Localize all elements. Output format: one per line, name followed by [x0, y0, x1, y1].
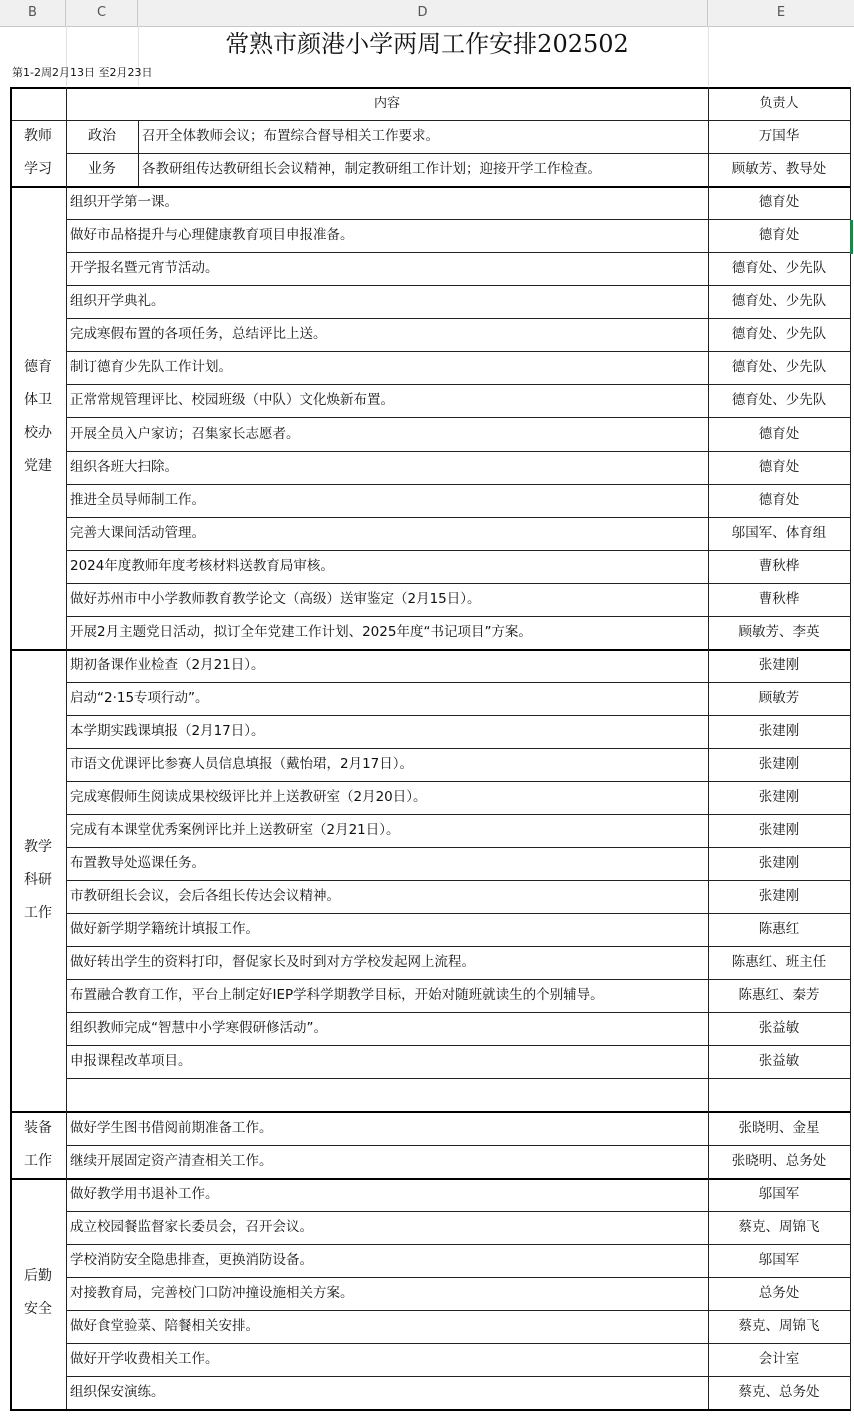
- content-cell[interactable]: 组织开学典礼。: [70, 293, 165, 309]
- column-header-d[interactable]: D: [138, 0, 708, 26]
- category-label[interactable]: 德育: [24, 359, 52, 375]
- row-border: [10, 87, 851, 89]
- owner-cell[interactable]: 张建刚: [758, 855, 800, 871]
- owner-cell[interactable]: 张晓明、总务处: [731, 1153, 827, 1169]
- owner-cell[interactable]: 陈惠红、班主任: [731, 954, 827, 970]
- content-cell[interactable]: 完成有本课堂优秀案例评比并上送教研室（2月21日）。: [70, 822, 400, 838]
- content-cell[interactable]: 做好学生图书借阅前期准备工作。: [70, 1120, 273, 1136]
- column-border: [708, 649, 709, 1111]
- column-border: [708, 186, 709, 649]
- content-cell[interactable]: 正常常规管理评比、校园班级（中队）文化焕新布置。: [70, 392, 394, 408]
- owner-cell[interactable]: 邬国军: [758, 1252, 800, 1268]
- owner-cell[interactable]: 张晓明、金星: [738, 1120, 820, 1136]
- column-header-b[interactable]: B: [0, 0, 66, 26]
- category-label[interactable]: 工作: [24, 1153, 52, 1169]
- column-border: [850, 87, 851, 1410]
- column-border: [66, 1111, 67, 1178]
- owner-cell[interactable]: 德育处: [758, 492, 800, 508]
- content-cell[interactable]: 继续开展固定资产清查相关工作。: [70, 1153, 273, 1169]
- content-cell[interactable]: 完成寒假师生阅读成果校级评比并上送教研室（2月20日）。: [70, 789, 427, 805]
- content-cell[interactable]: 开展2月主题党日活动，拟订全年党建工作计划、2025年度“书记项目”方案。: [70, 624, 532, 640]
- owner-cell[interactable]: 邬国军、体育组: [731, 525, 827, 541]
- column-border: [708, 1178, 709, 1409]
- category-label[interactable]: 体卫: [24, 392, 52, 408]
- owner-cell[interactable]: 陈惠红: [758, 921, 800, 937]
- content-cell[interactable]: 制订德育少先队工作计划。: [70, 359, 232, 375]
- header-owner[interactable]: 负责人: [759, 96, 799, 111]
- content-cell[interactable]: 市语文优课评比参赛人员信息填报（戴怡珺，2月17日）。: [70, 756, 414, 772]
- content-cell[interactable]: 对接教育局，完善校门口防冲撞设施相关方案。: [70, 1285, 354, 1301]
- content-cell[interactable]: 推进全员导师制工作。: [70, 492, 205, 508]
- content-cell[interactable]: 组织开学第一课。: [70, 194, 178, 210]
- category-label[interactable]: 工作: [24, 905, 52, 921]
- owner-cell[interactable]: 德育处、少先队: [731, 392, 827, 408]
- owner-cell[interactable]: 张建刚: [758, 723, 800, 739]
- content-cell[interactable]: 开展全员入户家访；召集家长志愿者。: [70, 426, 300, 442]
- owner-cell[interactable]: 张建刚: [758, 657, 800, 673]
- owner-cell[interactable]: 张建刚: [758, 756, 800, 772]
- owner-cell[interactable]: 曹秋桦: [758, 591, 800, 607]
- column-header-c[interactable]: C: [66, 0, 138, 26]
- cell-selection-marker: [850, 220, 853, 254]
- owner-cell[interactable]: 蔡克、周锦飞: [738, 1318, 820, 1334]
- owner-cell[interactable]: 德育处、少先队: [731, 293, 827, 309]
- owner-cell[interactable]: 德育处: [758, 227, 800, 243]
- owner-cell[interactable]: 顾敏芳、李英: [738, 624, 820, 640]
- owner-cell[interactable]: 曹秋桦: [758, 558, 800, 574]
- content-cell[interactable]: 做好教学用书退补工作。: [70, 1186, 219, 1202]
- content-cell[interactable]: 完成寒假布置的各项任务，总结评比上送。: [70, 326, 327, 342]
- owner-cell[interactable]: 顾敏芳、教导处: [731, 161, 827, 177]
- content-cell[interactable]: 完善大课间活动管理。: [70, 525, 205, 541]
- content-cell[interactable]: 学校消防安全隐患排查，更换消防设备。: [70, 1252, 313, 1268]
- content-cell[interactable]: 做好市品格提升与心理健康教育项目申报准备。: [70, 227, 354, 243]
- sub-category-cell[interactable]: 政治: [88, 128, 116, 144]
- category-label[interactable]: 教师: [24, 128, 52, 144]
- owner-cell[interactable]: 德育处、少先队: [731, 260, 827, 276]
- owner-cell[interactable]: 会计室: [758, 1351, 800, 1367]
- sheet-title[interactable]: 常熟市颜港小学两周工作安排202502: [225, 30, 629, 58]
- owner-cell[interactable]: 蔡克、周锦飞: [738, 1219, 820, 1235]
- owner-cell[interactable]: 万国华: [758, 128, 800, 144]
- column-border: [708, 87, 709, 120]
- content-cell[interactable]: 做好食堂验菜、陪餐相关安排。: [70, 1318, 259, 1334]
- content-cell[interactable]: 做好转出学生的资料打印，督促家长及时到对方学校发起网上流程。: [70, 954, 475, 970]
- category-label[interactable]: 科研: [24, 872, 52, 888]
- sub-category-cell[interactable]: 业务: [88, 161, 116, 177]
- owner-cell[interactable]: 张建刚: [758, 822, 800, 838]
- category-label[interactable]: 安全: [24, 1301, 52, 1317]
- content-cell[interactable]: 各教研组传达教研组长会议精神，制定教研组工作计划；迎接开学工作检查。: [142, 161, 601, 177]
- column-border: [66, 186, 67, 649]
- column-border: [708, 120, 709, 186]
- content-cell[interactable]: 召开全体教师会议；布置综合督导相关工作要求。: [142, 128, 439, 144]
- category-label[interactable]: 后勤: [24, 1268, 52, 1284]
- week-period[interactable]: 第1-2周2月13日 至2月23日: [12, 66, 153, 79]
- column-border: [66, 87, 67, 120]
- column-border: [10, 87, 12, 1410]
- content-cell[interactable]: 申报课程改革项目。: [70, 1053, 192, 1069]
- content-cell[interactable]: 本学期实践课填报（2月17日）。: [70, 723, 265, 739]
- column-border: [138, 120, 139, 153]
- owner-cell[interactable]: 张益敏: [758, 1053, 800, 1069]
- owner-cell[interactable]: 德育处、少先队: [731, 359, 827, 375]
- category-label[interactable]: 党建: [24, 458, 52, 474]
- content-cell[interactable]: 组织教师完成“智慧中小学寒假研修活动”。: [70, 1020, 327, 1036]
- content-cell[interactable]: 组织各班大扫除。: [70, 459, 178, 475]
- content-cell[interactable]: 布置融合教育工作，平台上制定好IEP学科学期教学目标，开始对随班就读生的个别辅导。: [70, 987, 604, 1003]
- category-label[interactable]: 教学: [24, 839, 52, 855]
- column-border: [66, 649, 67, 1111]
- category-label[interactable]: 校办: [24, 425, 52, 441]
- content-cell[interactable]: 市教研组长会议，会后各组长传达会议精神。: [70, 888, 340, 904]
- content-cell[interactable]: 做好苏州市中小学教师教育教学论文（高级）送审鉴定（2月15日）。: [70, 591, 481, 607]
- column-header-bar: [0, 0, 854, 27]
- row-border: [10, 1409, 851, 1411]
- category-label[interactable]: 学习: [24, 161, 52, 177]
- column-header-e[interactable]: E: [776, 5, 786, 20]
- column-border: [138, 153, 139, 186]
- content-cell[interactable]: 做好开学收费相关工作。: [70, 1351, 219, 1367]
- owner-cell[interactable]: [708, 1078, 850, 1111]
- content-cell[interactable]: 做好新学期学籍统计填报工作。: [70, 921, 259, 937]
- owner-cell[interactable]: 张建刚: [758, 789, 800, 805]
- content-cell[interactable]: 布置教导处巡课任务。: [70, 855, 205, 871]
- owner-cell[interactable]: 张建刚: [758, 888, 800, 904]
- content-cell[interactable]: 组织保安演练。: [70, 1384, 165, 1400]
- category-label[interactable]: 装备: [24, 1120, 52, 1136]
- content-cell[interactable]: 启动“2·15专项行动”。: [70, 690, 209, 706]
- content-cell[interactable]: 开学报名暨元宵节活动。: [70, 260, 219, 276]
- owner-cell[interactable]: 德育处、少先队: [731, 326, 827, 342]
- header-content[interactable]: 内容: [373, 96, 400, 111]
- owner-cell[interactable]: 总务处: [758, 1285, 800, 1301]
- owner-cell[interactable]: 德育处: [758, 426, 800, 442]
- column-border: [708, 1111, 709, 1178]
- column-border: [66, 1178, 67, 1409]
- owner-cell[interactable]: 顾敏芳: [758, 690, 800, 706]
- owner-cell[interactable]: 蔡克、总务处: [738, 1384, 820, 1400]
- content-cell[interactable]: 期初备课作业检查（2月21日）。: [70, 657, 265, 673]
- owner-cell[interactable]: 德育处: [758, 194, 800, 210]
- column-border: [66, 120, 67, 186]
- content-cell[interactable]: 成立校园餐监督家长委员会，召开会议。: [70, 1219, 313, 1235]
- content-cell[interactable]: [66, 1078, 708, 1111]
- owner-cell[interactable]: 邬国军: [758, 1186, 800, 1202]
- owner-cell[interactable]: 张益敏: [758, 1020, 800, 1036]
- content-cell[interactable]: 2024年度教师年度考核材料送教育局审核。: [70, 558, 334, 574]
- owner-cell[interactable]: 陈惠红、秦芳: [738, 987, 820, 1003]
- owner-cell[interactable]: 德育处: [758, 459, 800, 475]
